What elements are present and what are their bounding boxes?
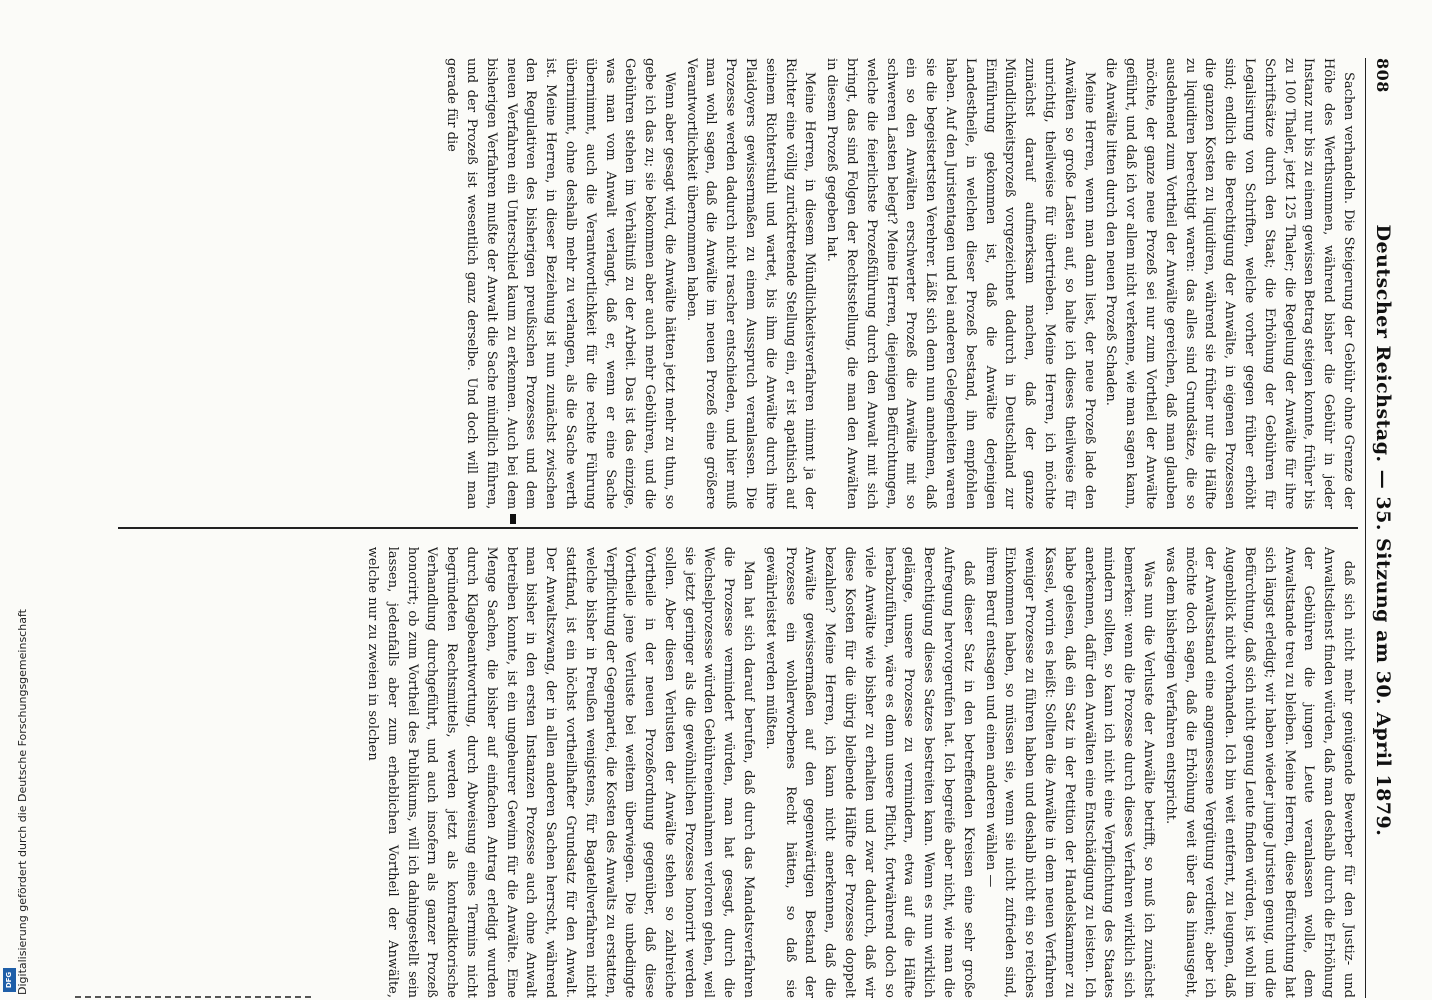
side-caption: Digitalisierung gefördert durch die Deutsche Forschungsgemeinschaft [16, 609, 29, 995]
column-right [118, 547, 1358, 998]
page-title: Deutscher Reichstag. — 35. Sitzung am 30. April 1879. [1372, 224, 1394, 837]
column-marker [510, 514, 516, 524]
column-divider [118, 527, 1358, 529]
column-left [118, 58, 1358, 509]
page-number: 808 [1373, 58, 1393, 93]
text-columns [118, 58, 1358, 998]
page-header [1365, 58, 1400, 998]
paragraph: daß dieser Satz in den betreffenden Kreisen eine sehr große Aufregung hervorgerufen hat. Ich begreife aber nicht, wie man die Berechtigung dieses Satzes bestreiten kann. Wenn es nun wirklich gelänge, unsere Prozesse zu vermindern, etwa auf die Hälfte herabzuführen, wäre es denn unsere Pflicht, fortwährend doch so viele Anwälte wie bisher zu erhalten und zwar dadurch, daß wir diese Kosten für die übrig bleibende Hälfte der Prozesse doppelt bezahlen? Meine Herren, ich kann nicht anerkennen, daß die Anwälte gewissermaßen auf den gegenwärtigen Bestand der Prozesse ein wohlerworbenes Recht hätten, so daß sie gewährleistet werden müßten. [762, 546, 976, 998]
rotated-page-content [110, 58, 1400, 998]
paragraph: Wenn aber gesagt wird, die Anwälte hätten jetzt mehr zu thun, so gebe ich das zu; sie bekommen aber auch mehr Gebühren, und die Gebühren stehen im Verhältniß zu der Arbeit. Das ist das einzige, was man vom Anwalt verlangt, daß er, wenn er eine Sache übernimmt, auch die Verantwortlichkeit für die rechte Führung übernimmt, ohne deshalb mehr zu verlangen, als die Sache werth ist. Meine Herren, in dieser Beziehung ist nun zunächst zwischen den Regulativen des bisherigen preußischen Prozesses und dem neuen Verfahren ein Unterschied kaum zu erkennen. Auch bei dem bisherigen Verfahren mußte der Anwalt die Sache mündlich führen, und der Prozeß ist wesentlich ganz derselbe. Und doch will man gerade für die [444, 58, 677, 510]
scan-edge-marks [75, 996, 315, 998]
paragraph: Sachen verhandeln. Die Steigerung der Gebühr ohne Grenze der Höhe des Werthsummen, während bisher die Gebühr in jeder Instanz nur bis zu einem gewissen Betrag steigen konnte, früher bis zu 100 Thaler, jetzt 125 Thaler; die Regelung der Anwälte für ihre Schriftsätze durch den Staat; die Erhöhung der Gebühren für Legalisirung von Schriften, welche vorher gegen früher erhöht sind; endlich die Berechtigung der Anwälte, in eigenen Prozessen die ganzen Kosten zu liquidiren, während sie früher nur die Hälfte zu liquidiren berechtigt waren: das alles sind Grundsätze, die so ausdehnend zum Vortheil der Anwälte gereichen, daß man glauben möchte, der ganze neue Prozeß sei nur zum Vortheil der Anwälte geführt, und daß ich vor allem nicht verkenne, wie man sagen kann, die Anwälte litten durch den neuen Prozeß Schaden. [1103, 58, 1356, 510]
dfg-logo [3, 968, 16, 992]
dfg-logo-text: DFG [5, 971, 14, 989]
paragraph: Man hat sich darauf berufen, daß durch das Mandatsverfahren die Prozesse vermindert würden, man hat gesagt, durch die Wechselprozesse würden Gebühreneinnahmen verloren gehen, weil sie jetzt geringer als die gewöhnlichen Prozesse honorirt werden sollen. Aber diesen Verlusten der Anwälte stehen so zahlreiche Vortheile in der neuen Prozeßordnung gegenüber, daß diese Vortheile jene Verluste bei weitem überwiegen. Die unbedingte Verpflichtung der Gegenpartei, die Kosten des Anwalts zu erstatten, welche bisher in Preußen wenigstens, für Bagatellverfahren nicht stattfand, ist ein höchst vortheilhafter Grundsatz für den Anwalt. Der Anwaltszwang, der in allen anderen Sachen herrscht, während man bisher in den ersten Instanzen Prozesse auch ohne Anwalt betreiben konnte, ist ein ungeheurer Gewinn für die Anwälte. Eine Menge Sachen, die bisher auf einfachen Antrag erledigt wurden durch Klagebeantwortung, durch Abweisung eines Termins nicht begründeten Rechtsmittels, werden jetzt als kontradiktorische Verhandlung durchgeführt, und auch insofern als ganzer Prozeß honorirt; ob zum Vortheil des Publikums, will ich dahingestellt sein lassen, jedenfalls aber zum erheblichen Vortheil der Anwälte, welche nur zu zweien in solchen [364, 546, 757, 998]
paragraph: Meine Herren, in diesem Mündlichkeitsverfahren nimmt ja der Richter eine völlig zurücktretende Stellung ein, er ist apathisch auf seinem Richterstuhl und wartet, bis ihm die Anwälte durch ihre Plaidoyers gewissermaßen zu einem Ausspruch veranlassen. Die Prozesse werden dadurch nicht rascher entschieden, und hier muß man wohl sagen, daß die Anwälte im neuen Prozeß eine größere Verantwortlichkeit übernommen haben. [683, 58, 818, 510]
paragraph: daß sich nicht mehr genügende Bewerber für den Justiz- und Anwaltsdienst finden würden, daß man deshalb durch die Erhöhung der Gebühren die jungen Leute veranlassen wolle, dem Anwaltstande treu zu bleiben. Meine Herren, diese Befürchtung hat sich längst erledigt; wir haben wieder junge Juristen genug, und die Befürchtung, daß sich nicht genug Leute finden würden, ist wohl im Augenblick nicht vorhanden. Ich bin weit entfernt, zu leugnen, daß der Anwaltsstand eine angemessene Vergütung verdient; aber ich möchte doch sagen, daß die Erhöhung weit über das hinausgeht, was dem bisherigen Verfahren entspricht. [1162, 546, 1356, 998]
paragraph: Was nun die Verluste der Anwälte betrifft, so muß ich zunächst bemerken: wenn die Prozesse durch dieses Verfahren wirklich sich mindern sollten, so kann ich nicht eine Verpflichtung des Staates anerkennen, dafür den Anwälten eine Entschädigung zu leisten. Ich habe gelesen, daß ein Satz in der Petition der Handelskammer zu Kassel, worin es heißt: Sollten die Anwälte in dem neuen Verfahren weniger Prozesse zu führen haben und deshalb nicht ein so reiches Einkommen haben, so müssen sie, wenn sie nicht zufrieden sind, ihrem Beruf entsagen und einen anderen wählen — [982, 546, 1157, 998]
side-caption-strip [2, 609, 29, 1000]
paragraph: Meine Herren, wenn man dann liest, der neue Prozeß lade den Anwälten so große Lasten auf, so halte ich dieses theilweise für unrichtig, theilweise für übertrieben. Meine Herren, ich möchte zunächst darauf aufmerksam machen, daß der ganze Mündlichkeitsprozeß vorgezeichnet dadurch in Deutschland zur Einführung gekommen ist, daß die Anwälte derjenigen Landestheile, in welchen dieser Prozeß bestand, ihn empfohlen haben. Auf den Juristentagen und bei anderen Gelegenheiten waren sie die begeistertsten Verehrer. Läßt sich denn nun annehmen, daß ein so den Anwälten erschwerter Prozeß die Anwälte mit so schweren Lasten belegt? Meine Herren, diejenigen Befürchtungen, welche die feierlichste Prozeßführung durch den Anwalt mit sich bringt, das sind Folgen der Rechtsstellung, die man den Anwälten in diesem Prozeß gegeben hat. [824, 58, 1097, 510]
